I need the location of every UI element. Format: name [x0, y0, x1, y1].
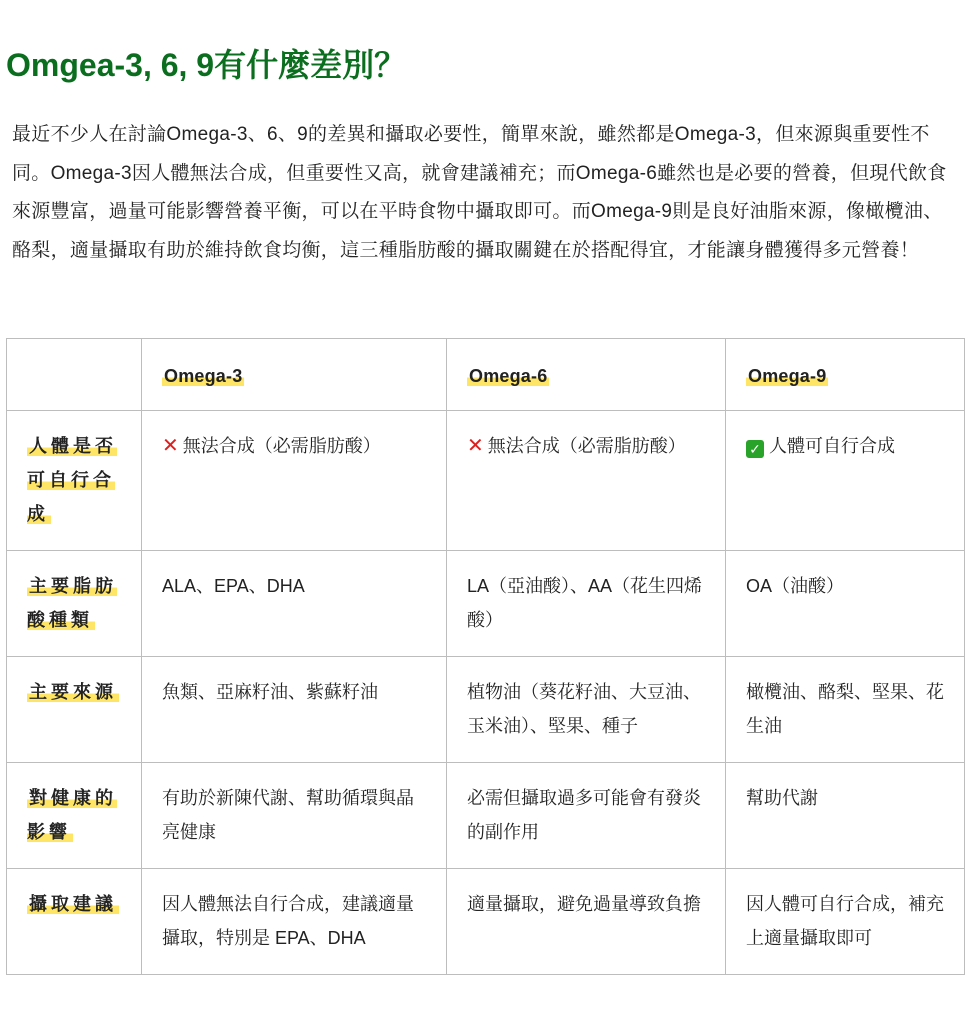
cell-text: ALA、EPA、DHA [162, 576, 305, 596]
table-row-advice [7, 869, 965, 975]
table-cell [447, 551, 726, 657]
cell-text: 必需但攝取過多可能會有發炎的副作用 [467, 788, 701, 842]
cell-text: 無法合成（必需脂肪酸） [487, 436, 686, 456]
check-mark-icon: ✓ [746, 440, 764, 458]
row-label: 主要脂肪酸種類 [27, 576, 117, 630]
cell-text: 幫助代謝 [746, 788, 818, 808]
table-cell [726, 763, 965, 869]
table-cell [142, 551, 447, 657]
table-row-fatty-acids [7, 551, 965, 657]
header-label: Omega-9 [748, 366, 827, 386]
header-omega-9 [726, 339, 965, 411]
header-label: Omega-6 [469, 366, 548, 386]
header-omega-6 [447, 339, 726, 411]
table-cell [142, 411, 447, 551]
cell-text: 因人體無法自行合成，建議適量攝取，特別是 EPA、DHA [162, 894, 414, 948]
cell-text: OA（油酸） [746, 576, 845, 596]
row-label: 主要來源 [29, 682, 117, 702]
cell-text: 人體可自行合成 [769, 436, 895, 456]
row-label-cell [7, 763, 142, 869]
row-label-cell [7, 657, 142, 763]
row-label-cell [7, 869, 142, 975]
cell-text: 適量攝取，避免過量導致負擔 [467, 894, 701, 914]
cell-text: 植物油（葵花籽油、大豆油、玉米油）、堅果、種子 [467, 682, 701, 736]
comparison-table [6, 338, 965, 975]
cell-text: 無法合成（必需脂肪酸） [182, 436, 381, 456]
table-cell [447, 869, 726, 975]
table-cell [726, 411, 965, 551]
table-row-sources [7, 657, 965, 763]
table-cell [447, 657, 726, 763]
intro-paragraph: 最近不少人在討論Omega-3、6、9的差異和攝取必要性，簡單來說，雖然都是Omega-3，但來源與重要性不同。Omega-3因人體無法合成，但重要性又高，就會建議補充；而Omega-6雖然也是必要的營養，但現代飲食來源豐富，過量可能影響營養平衡，可以在平時食物中攝取即可。而Omega-9則是良好油脂來源，像橄欖油、酪梨，適量攝取有助於維持飲食均衡，這三種脂肪酸的攝取關鍵在於搭配得宜，才能讓身體獲得多元營養！ [12, 124, 947, 261]
row-label: 對健康的影響 [27, 788, 117, 842]
table-cell [726, 869, 965, 975]
table-row-synthesis [7, 411, 965, 551]
table-row-health [7, 763, 965, 869]
table-cell [726, 551, 965, 657]
header-label: Omega-3 [164, 366, 243, 386]
table-cell [447, 411, 726, 551]
cell-text: 魚類、亞麻籽油、紫蘇籽油 [162, 682, 378, 702]
row-label: 攝取建議 [29, 894, 117, 914]
table-cell [726, 657, 965, 763]
cross-mark-icon: ✕ [162, 435, 179, 457]
page-title: Omgea-3, 6, 9有什麼差別？ [6, 47, 407, 83]
cell-text: LA（亞油酸）、AA（花生四烯酸） [467, 576, 703, 630]
cell-text: 因人體可自行合成，補充上適量攝取即可 [746, 894, 944, 948]
row-label-cell [7, 411, 142, 551]
cell-text: 有助於新陳代謝、幫助循環與晶亮健康 [162, 788, 414, 842]
table-cell [142, 657, 447, 763]
table-cell [447, 763, 726, 869]
header-empty-cell [7, 339, 142, 411]
table-cell [142, 763, 447, 869]
cell-text: 橄欖油、酪梨、堅果、花生油 [746, 682, 944, 736]
table-cell [142, 869, 447, 975]
row-label: 人體是否可自行合成 [27, 436, 117, 524]
header-omega-3 [142, 339, 447, 411]
table-header-row [7, 339, 965, 411]
cross-mark-icon: ✕ [467, 435, 484, 457]
row-label-cell [7, 551, 142, 657]
